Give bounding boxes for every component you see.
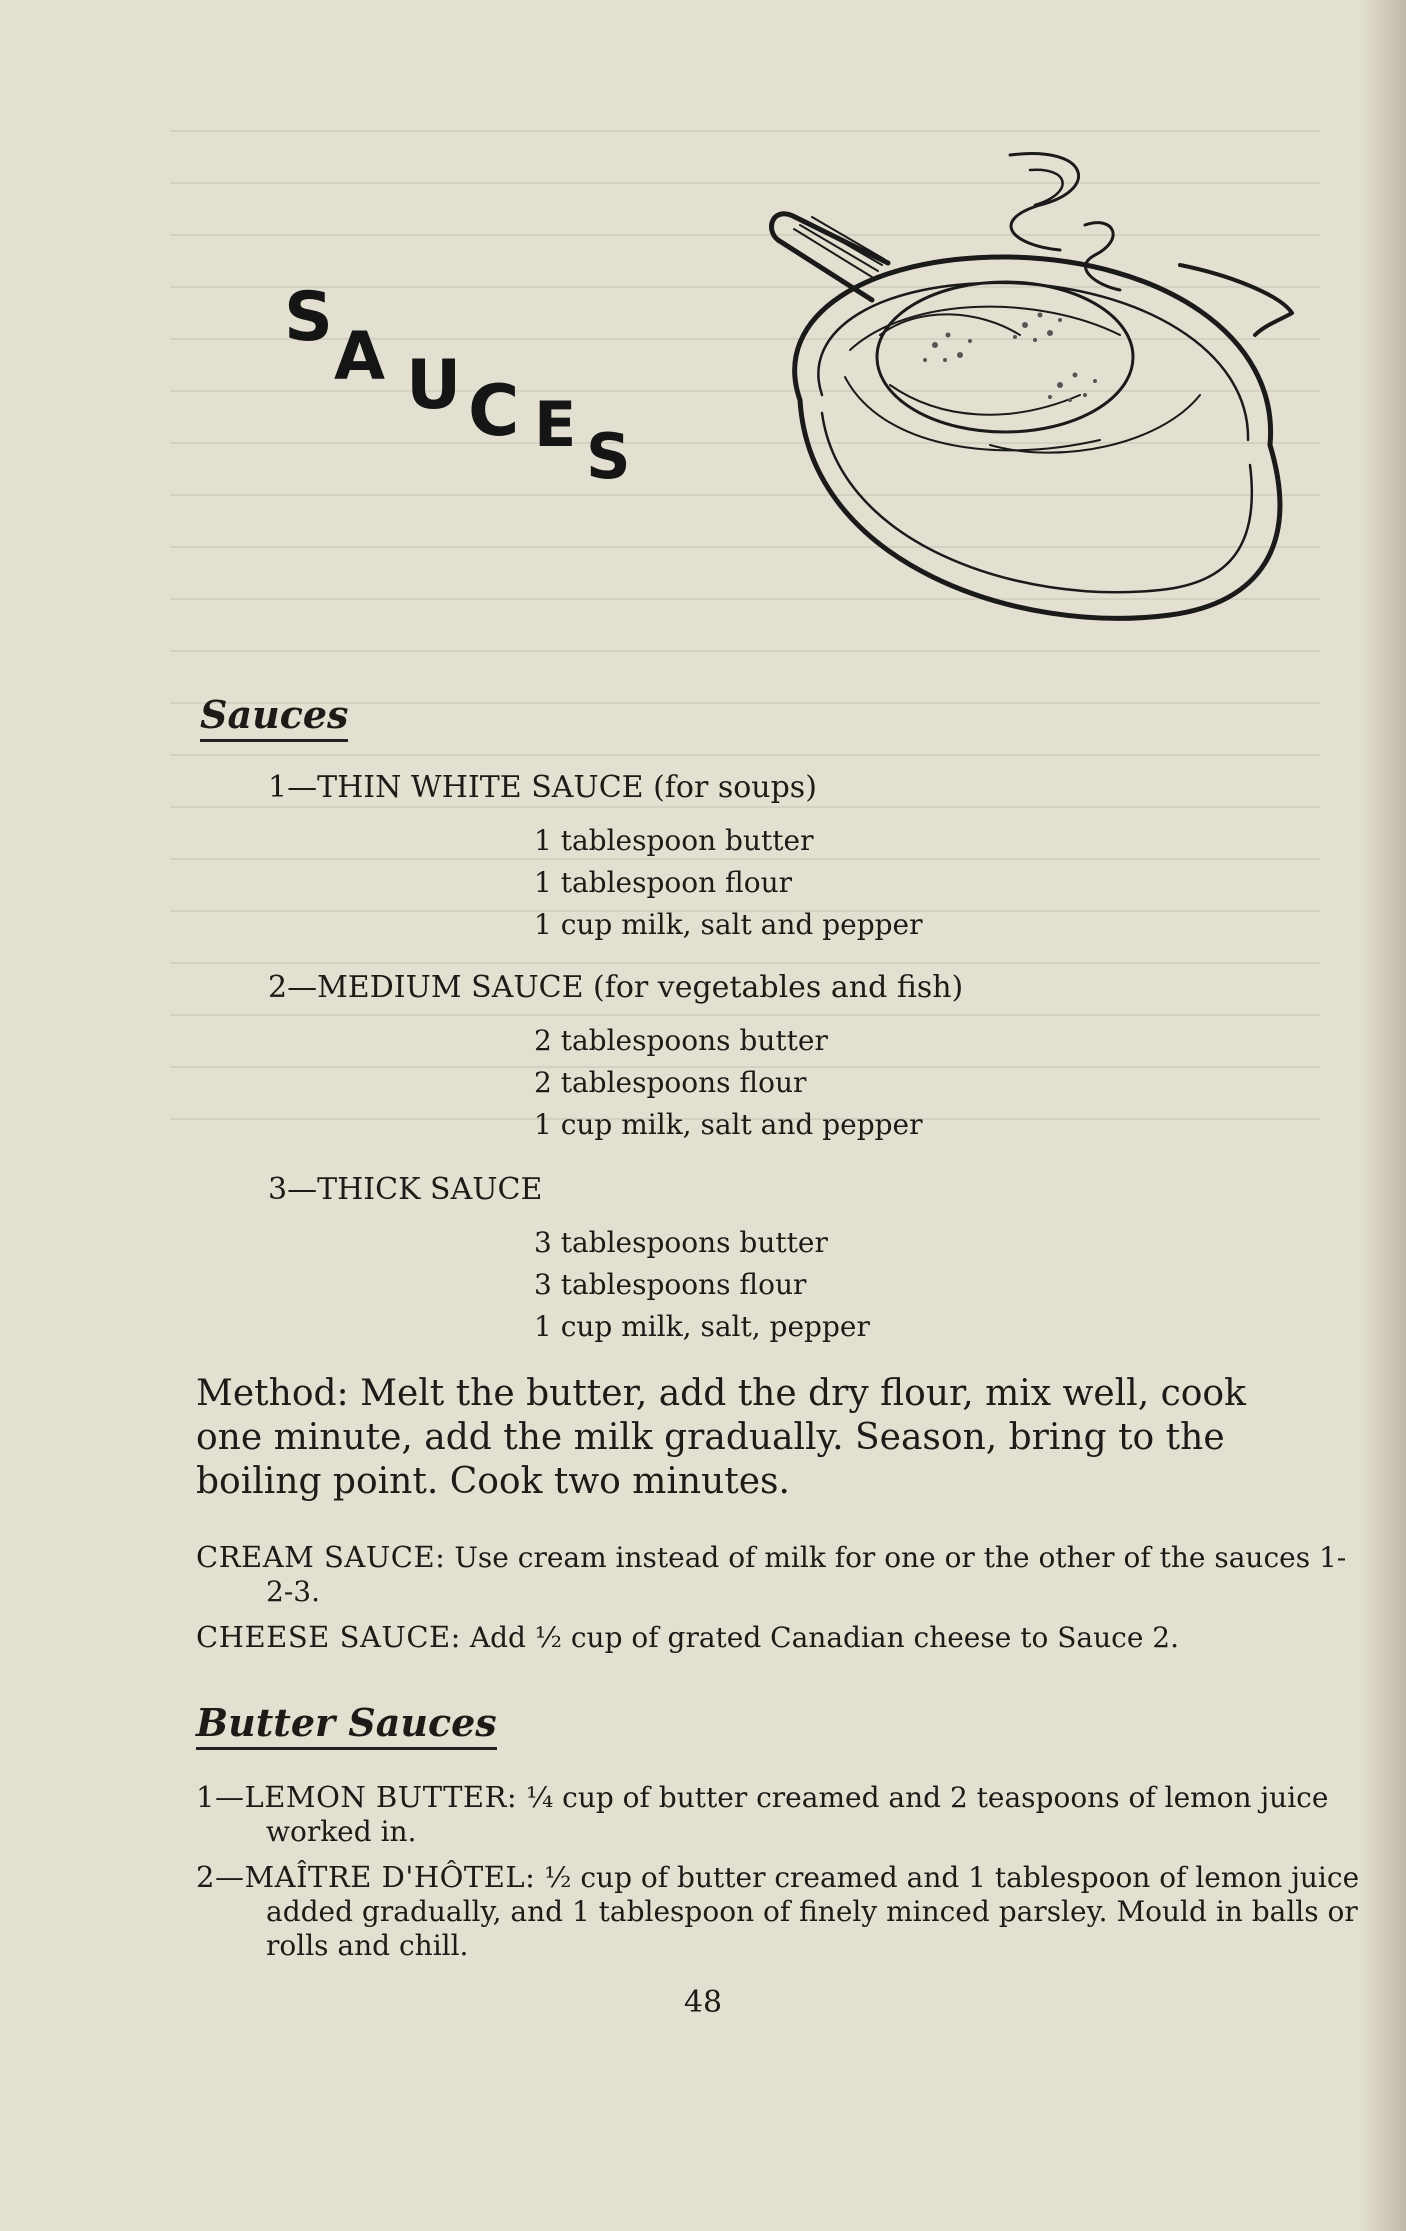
recipe-title: 3—THICK SAUCE bbox=[268, 1172, 543, 1207]
title-letter-e: E bbox=[534, 388, 577, 461]
cream-sauce-note bbox=[196, 1540, 1372, 1609]
title-letter-u: U bbox=[406, 346, 462, 425]
definition-term: CREAM SAUCE: bbox=[196, 1540, 446, 1574]
title-letter-c: C bbox=[468, 370, 520, 452]
definition-text: Add ½ cup of grated Canadian cheese to Sauce 2. bbox=[460, 1621, 1179, 1654]
definition-text: ½ cup of butter creamed and 1 tablespoon of lemon juice added gradually, and 1 tablespoon of finely minced parsley. Mould in balls or rolls and chill. bbox=[266, 1861, 1360, 1962]
ingredient-line: 1 cup milk, salt and pepper bbox=[534, 1108, 923, 1141]
sauces-heading: Sauces bbox=[200, 692, 348, 737]
method-paragraph: Method: Melt the butter, add the dry flour, mix well, cook one minute, add the milk gradually. Season, bring to the boiling point. Cook two minutes. bbox=[196, 1373, 1246, 1502]
page-number: 48 bbox=[683, 1985, 723, 2020]
definition-term: 2—MAÎTRE D'HÔTEL: bbox=[196, 1860, 536, 1894]
title-letter-s: S bbox=[284, 278, 333, 357]
ingredient-line: 3 tablespoons butter bbox=[534, 1226, 828, 1259]
definition-term: 1—LEMON BUTTER: bbox=[196, 1780, 518, 1814]
ingredient-line: 1 cup milk, salt and pepper bbox=[534, 908, 923, 941]
butter-sauces-heading: Butter Sauces bbox=[196, 1700, 497, 1745]
cheese-sauce-note bbox=[196, 1620, 1372, 1655]
ingredient-line: 1 cup milk, salt, pepper bbox=[534, 1310, 870, 1343]
definition-text: ¼ cup of butter creamed and 2 teaspoons of lemon juice worked in. bbox=[266, 1781, 1329, 1848]
lemon-butter-item bbox=[196, 1780, 1372, 1849]
ingredient-line: 2 tablespoons butter bbox=[534, 1024, 828, 1057]
ingredient-line: 3 tablespoons flour bbox=[534, 1268, 807, 1301]
maitre-dhotel-item bbox=[196, 1860, 1372, 1963]
recipe-title: 2—MEDIUM SAUCE (for vegetables and fish) bbox=[268, 970, 964, 1005]
ingredient-line: 1 tablespoon butter bbox=[534, 824, 814, 857]
ingredient-line: 1 tablespoon flour bbox=[534, 866, 793, 899]
title-letter-a: A bbox=[334, 318, 386, 395]
ingredient-line: 2 tablespoons flour bbox=[534, 1066, 807, 1099]
saucepan-illustration bbox=[760, 145, 1300, 665]
title-letter-s2: S bbox=[586, 420, 631, 493]
definition-term: CHEESE SAUCE: bbox=[196, 1620, 461, 1654]
definition-text: Use cream instead of milk for one or the other of the sauces 1-2-3. bbox=[266, 1541, 1347, 1608]
recipe-title: 1—THIN WHITE SAUCE (for soups) bbox=[268, 770, 817, 805]
